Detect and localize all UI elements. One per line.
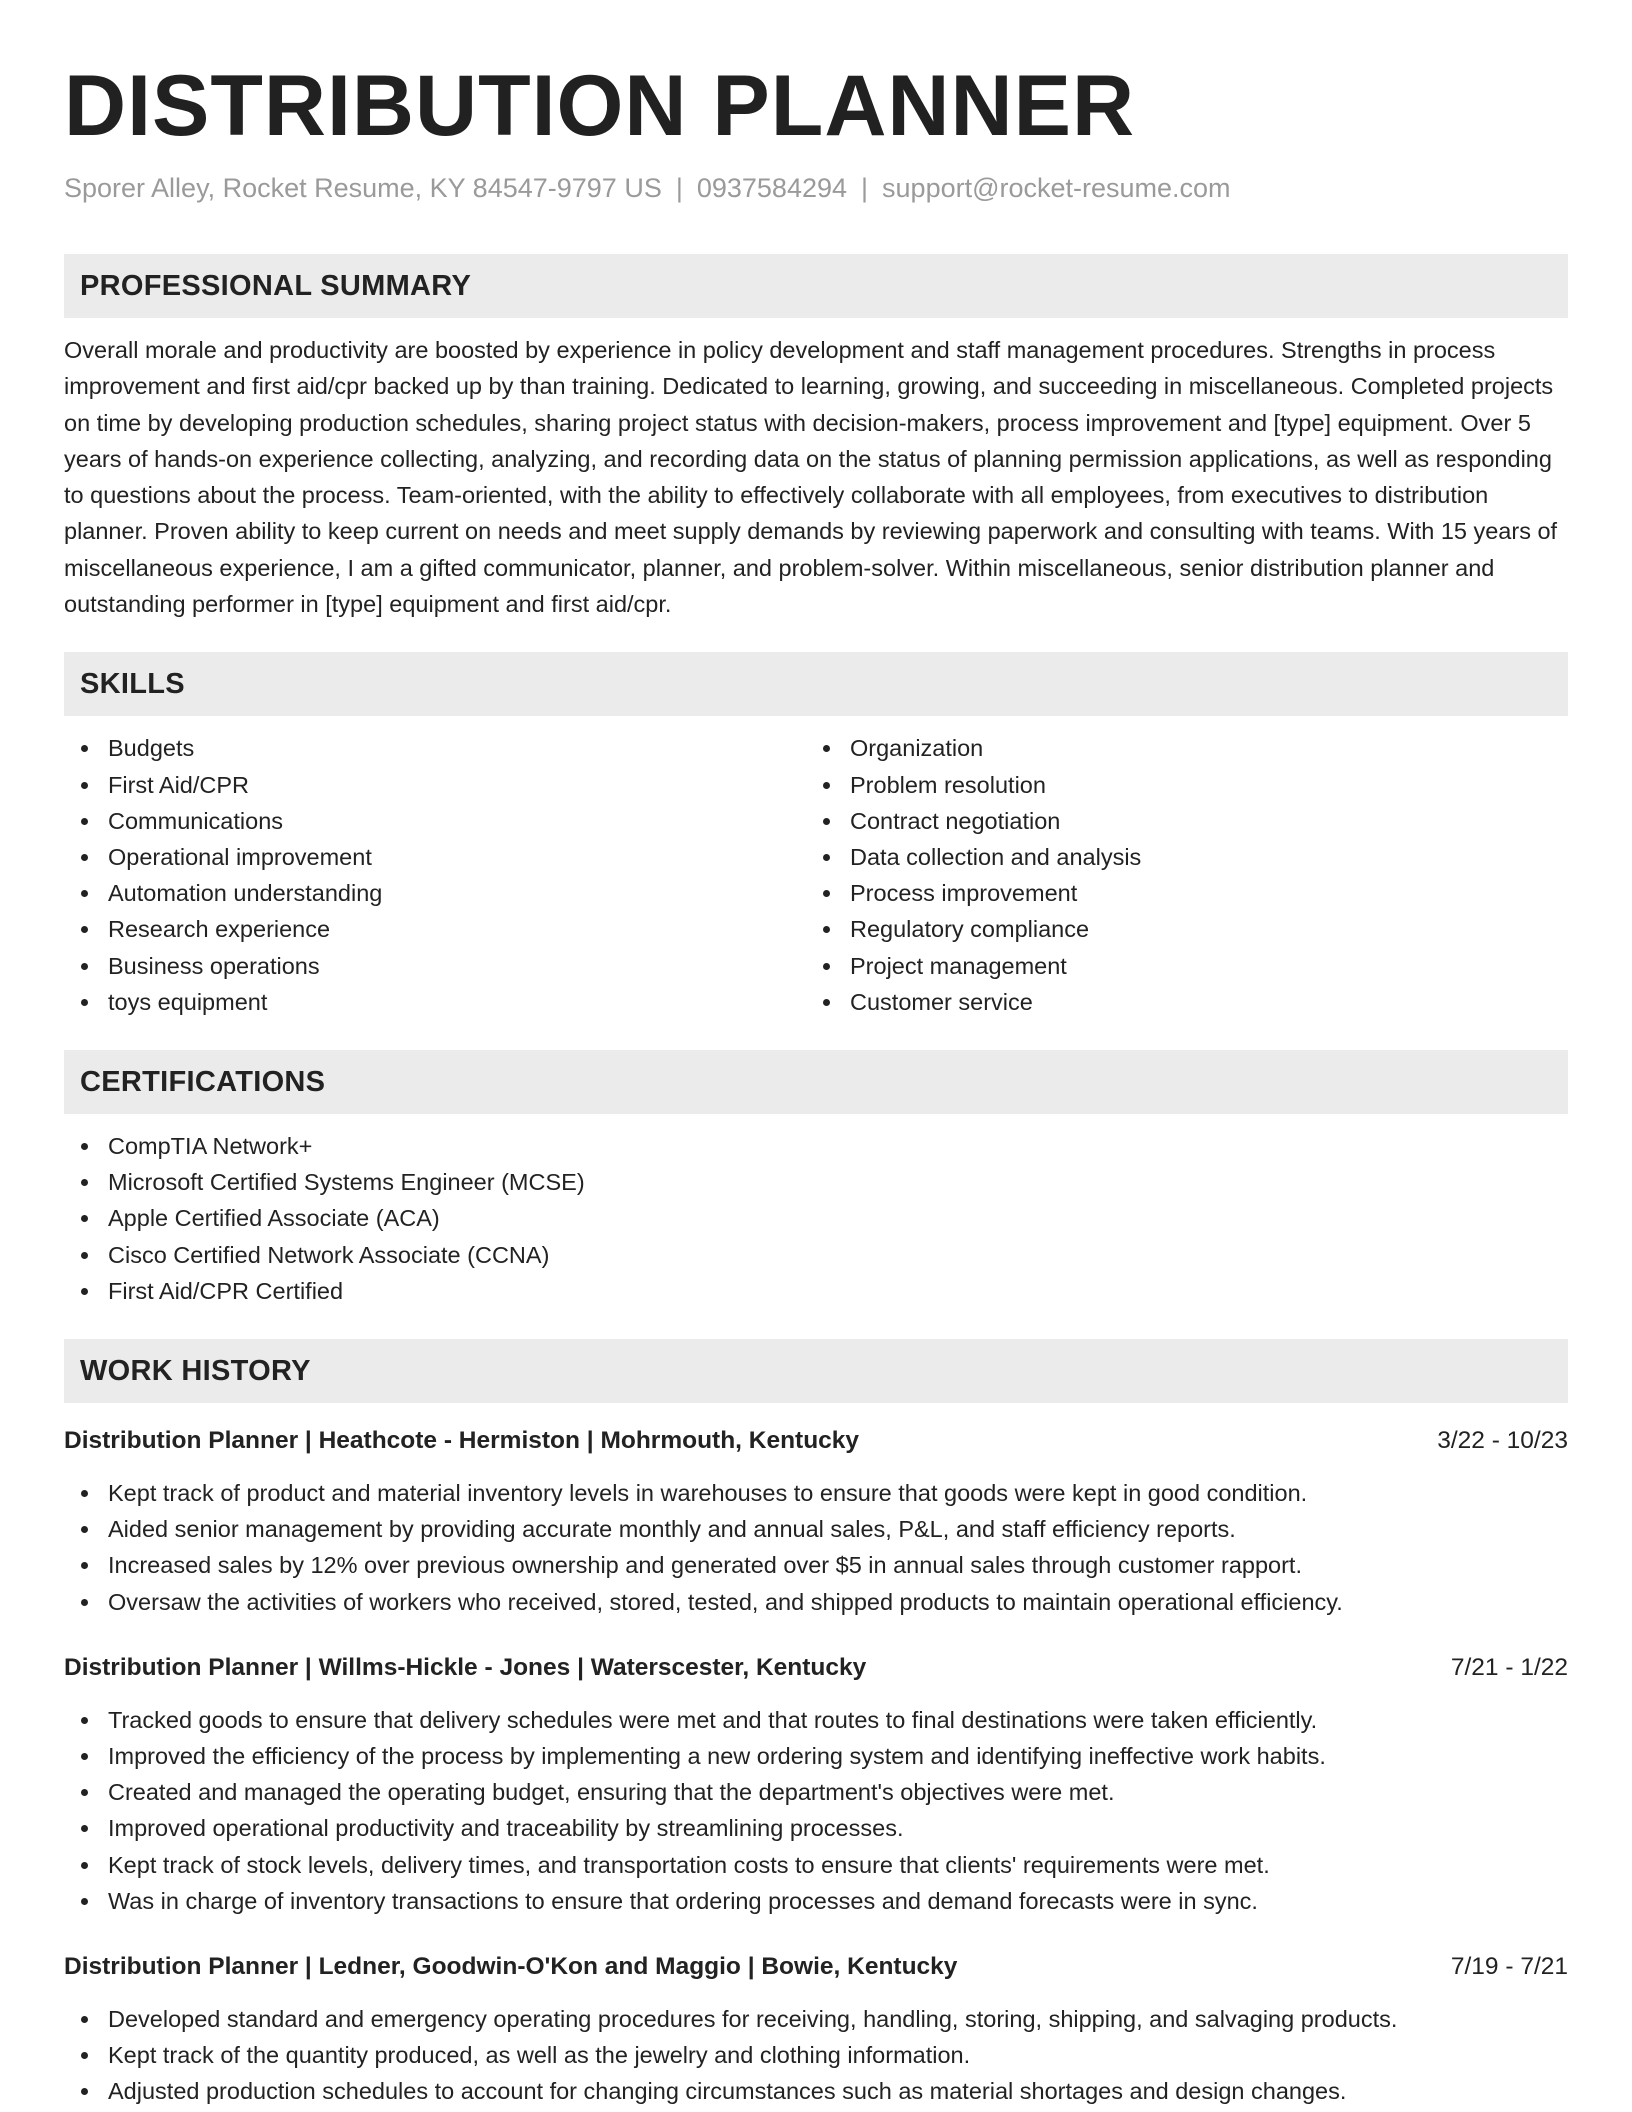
job-bullet: Was in charge of inventory transactions to ensure that ordering processes and demand forecasts were in sync.	[64, 1883, 1568, 1919]
skill-item: Problem resolution	[806, 767, 1548, 803]
skills-columns	[64, 716, 1568, 1020]
job-bullet: Created and managed the operating budget, ensuring that the department's objectives were met.	[64, 1774, 1568, 1810]
skill-item: First Aid/CPR	[64, 767, 806, 803]
candidate-name: DISTRIBUTION PLANNER	[64, 58, 1136, 154]
skill-item: Customer service	[806, 984, 1548, 1020]
certification-item: Cisco Certified Network Associate (CCNA)	[64, 1237, 1568, 1273]
summary-heading: PROFESSIONAL SUMMARY	[64, 254, 1568, 318]
job-entry	[64, 1650, 1568, 1919]
skill-item: Automation understanding	[64, 875, 806, 911]
skills-list-right	[806, 730, 1548, 1020]
skill-item: Process improvement	[806, 875, 1548, 911]
certification-item: CompTIA Network+	[64, 1128, 1568, 1164]
job-bullets	[64, 1702, 1568, 1919]
job-bullet: Oversaw the activities of workers who received, stored, tested, and shipped products to maintain operational efficiency.	[64, 1584, 1568, 1620]
skill-item: Operational improvement	[64, 839, 806, 875]
contact-separator: |	[675, 173, 683, 203]
work-history-heading: WORK HISTORY	[64, 1339, 1568, 1403]
skill-item: Organization	[806, 730, 1548, 766]
job-bullet: Increased sales by 12% over previous ownership and generated over $5 in annual sales through customer rapport.	[64, 1547, 1568, 1583]
job-bullet: Adjusted production schedules to account for changing circumstances such as material shortages and design changes.	[64, 2073, 1568, 2109]
contact-address: Sporer Alley, Rocket Resume, KY 84547-9797 US	[64, 173, 662, 203]
skills-section	[64, 652, 1568, 1020]
skill-item: Project management	[806, 948, 1548, 984]
skill-item: Research experience	[64, 911, 806, 947]
job-header	[64, 1949, 1568, 1985]
job-bullet: Aided senior management by providing accurate monthly and annual sales, P&L, and staff efficiency reports.	[64, 1511, 1568, 1547]
job-entry	[64, 1423, 1568, 1620]
skill-item: Business operations	[64, 948, 806, 984]
job-title: Distribution Planner | Heathcote - Hermiston | Mohrmouth, Kentucky	[64, 1427, 860, 1455]
certification-item: Microsoft Certified Systems Engineer (MCSE)	[64, 1164, 1568, 1200]
job-title: Distribution Planner | Willms-Hickle - Jones | Waterscester, Kentucky	[64, 1653, 867, 1681]
certifications-heading: CERTIFICATIONS	[64, 1050, 1568, 1114]
job-dates: 7/19 - 7/21	[1450, 1953, 1568, 1981]
certification-item: Apple Certified Associate (ACA)	[64, 1200, 1568, 1236]
job-bullet: Developed standard and emergency operating procedures for receiving, handling, storing, shipping, and salvaging products.	[64, 2001, 1568, 2037]
job-bullet: Improved operational productivity and traceability by streamlining processes.	[64, 1810, 1568, 1846]
summary-section	[64, 254, 1568, 622]
job-bullet: Kept track of stock levels, delivery times, and transportation costs to ensure that clients' requirements were met.	[64, 1847, 1568, 1883]
job-bullet: Improved the efficiency of the process by implementing a new ordering system and identifying ineffective work habits.	[64, 1738, 1568, 1774]
job-dates: 3/22 - 10/23	[1437, 1427, 1568, 1455]
job-title: Distribution Planner | Ledner, Goodwin-O'Kon and Maggio | Bowie, Kentucky	[64, 1953, 958, 1981]
skill-item: Budgets	[64, 730, 806, 766]
certification-item: First Aid/CPR Certified	[64, 1273, 1568, 1309]
contact-line	[64, 170, 1568, 206]
skills-heading: SKILLS	[64, 652, 1568, 716]
skills-list-left	[64, 730, 806, 1020]
contact-phone: 0937584294	[696, 173, 848, 203]
certifications-section	[64, 1050, 1568, 1309]
job-bullets	[64, 2001, 1568, 2110]
skill-item: Contract negotiation	[806, 803, 1548, 839]
skill-item: Data collection and analysis	[806, 839, 1548, 875]
certifications-list	[64, 1128, 1568, 1309]
job-entry	[64, 1949, 1568, 2110]
job-bullet: Tracked goods to ensure that delivery schedules were met and that routes to final destinations were taken efficiently.	[64, 1702, 1568, 1738]
contact-email: support@rocket-resume.com	[882, 173, 1231, 203]
job-bullet: Kept track of the quantity produced, as well as the jewelry and clothing information.	[64, 2037, 1568, 2073]
job-list	[64, 1423, 1568, 2110]
skill-item: Regulatory compliance	[806, 911, 1548, 947]
job-header	[64, 1423, 1568, 1459]
job-bullets	[64, 1475, 1568, 1620]
contact-separator: |	[861, 173, 869, 203]
skill-item: Communications	[64, 803, 806, 839]
summary-text: Overall morale and productivity are boosted by experience in policy development and staff management procedures. Strengths in process improvement and first aid/cpr backed up by than training. Dedicated to learning, growing, and succeeding in miscellaneous. Completed projects on time by developing production schedules, sharing project status with decision-makers, process improvement and [type] equipment. Over 5 years of hands-on experience collecting, analyzing, and recording data on the status of planning permission applications, as well as responding to questions about the process. Team-oriented, with the ability to effectively collaborate with all employees, from executives to distribution planner. Proven ability to keep current on needs and meet supply demands by reviewing paperwork and consulting with teams. With 15 years of miscellaneous experience, I am a gifted communicator, planner, and problem-solver. Within miscellaneous, senior distribution planner and outstanding performer in [type] equipment and first aid/cpr.	[64, 337, 1558, 618]
skill-item: toys equipment	[64, 984, 806, 1020]
work-history-section	[64, 1339, 1568, 2110]
job-dates: 7/21 - 1/22	[1450, 1653, 1568, 1681]
job-bullet: Kept track of product and material inventory levels in warehouses to ensure that goods were kept in good condition.	[64, 1475, 1568, 1511]
job-header	[64, 1650, 1568, 1686]
